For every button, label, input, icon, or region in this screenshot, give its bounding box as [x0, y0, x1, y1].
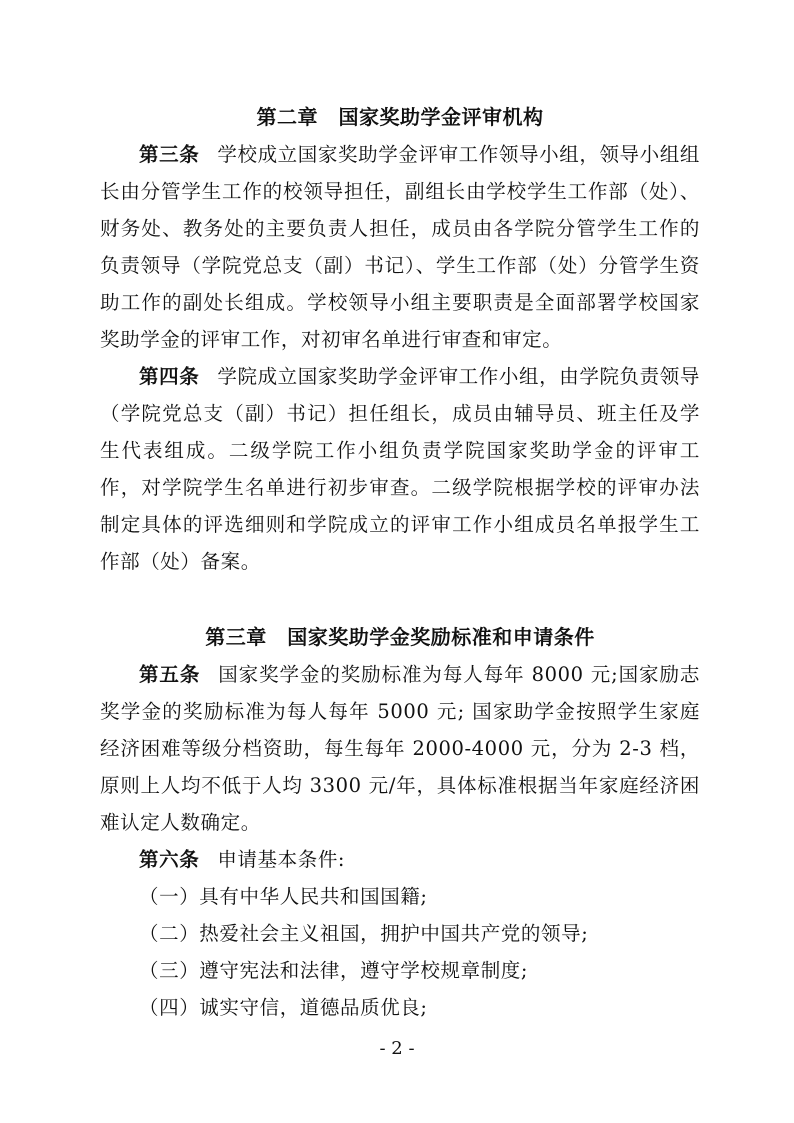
condition-item: （四）诚实守信，道德品质优良; — [139, 996, 428, 1019]
condition-item: （二）热爱社会主义祖国，拥护中国共产党的领导; — [139, 922, 589, 945]
article-6-text: 申请基本条件: — [217, 848, 346, 871]
article-5-label: 第五条 — [139, 663, 201, 686]
chapter-3-heading: 第三章 国家奖助学金奖励标准和申请条件 — [205, 625, 595, 649]
page-number: - 2 - — [379, 1038, 415, 1059]
condition-item: （一）具有中华人民共和国国籍; — [139, 885, 428, 908]
article-4 — [100, 358, 700, 580]
article-5 — [100, 656, 700, 841]
article-6 — [100, 841, 700, 878]
condition-item: （三）遵守宪法和法律，遵守学校规章制度; — [139, 959, 529, 982]
article-4-text: 学院成立国家奖助学金评审工作小组，由学院负责领导（学院党总支（副）书记）担任组长，成员由辅导员、班主任及学生代表组成。二级学院工作小组负责学院国家奖助学金的评审工作，对学院学生名单进行初步审查。二级学院根据学校的评审办法制定具体的评选细则和学院成立的评审工作小组成员名单报学生工作部（处）备案。 — [100, 365, 700, 573]
article-5-text: 国家奖学金的奖励标准为每人每年 8000 元;国家励志奖学金的奖励标准为每人每年 5000 元; 国家助学金按照学生家庭经济困难等级分档资助，每生每年 2000-4000 元，分为 2-3 档，原则上人均不低于人均 3300 元/年，具体标准根据当年家庭经济困难认定人数确定。 — [100, 663, 700, 834]
article-3-text: 学校成立国家奖助学金评审工作领导小组，领导小组组长由分管学生工作的校领导担任，副组长由学校学生工作部（处）、财务处、教务处的主要负责人担任，成员由各学院分管学生工作的负责领导（学院党总支（副）书记）、学生工作部（处）分管学生资助工作的副处长组成。学校领导小组主要职责是全面部署学校国家奖助学金的评审工作，对初审名单进行审查和审定。 — [100, 143, 700, 351]
article-3 — [100, 136, 700, 358]
article-3-label: 第三条 — [139, 143, 200, 166]
chapter-2-heading: 第二章 国家奖助学金评审机构 — [256, 105, 544, 129]
article-6-label: 第六条 — [139, 848, 200, 871]
article-4-label: 第四条 — [139, 365, 200, 388]
condition-list — [100, 878, 700, 1026]
